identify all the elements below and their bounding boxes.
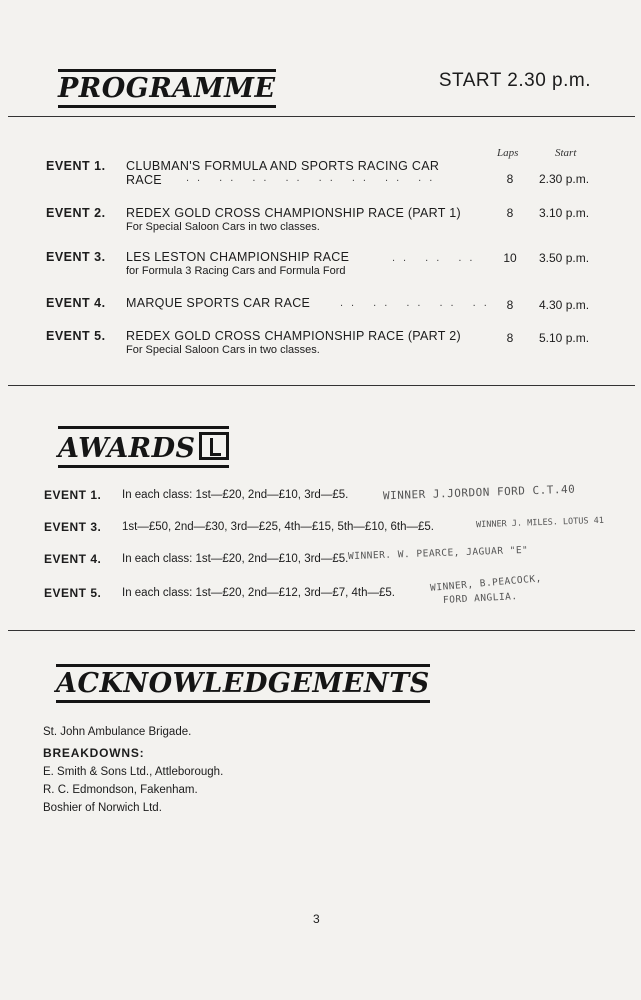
event-5-label: EVENT 5. — [46, 329, 106, 343]
event-3-label: EVENT 3. — [46, 250, 106, 264]
leader-dots: .. .. .. .. .. — [340, 297, 495, 309]
awards-heading: AWARDS — [58, 432, 229, 462]
event-2-title: REDEX GOLD CROSS CHAMPIONSHIP RACE (PART 1) For Special Saloon Cars in two classes. — [126, 206, 461, 233]
leader-dots: .. .. .. — [392, 252, 481, 264]
award-event-1-text: In each class: 1st—£20, 2nd—£10, 3rd—£5. — [122, 489, 349, 501]
event-1-start: 2.30 p.m. — [539, 172, 590, 186]
page-number: 3 — [313, 912, 320, 926]
event-1-laps: 8 — [506, 172, 514, 186]
award-event-3-label: EVENT 3. — [44, 520, 102, 534]
breakdown-item: E. Smith & Sons Ltd., Attleborough. — [43, 766, 224, 778]
breakdowns-label: BREAKDOWNS: — [43, 746, 145, 760]
event-5-title: REDEX GOLD CROSS CHAMPIONSHIP RACE (PART 2) For Special Saloon Cars in two classes. — [126, 329, 461, 356]
event-2-label: EVENT 2. — [46, 206, 106, 220]
divider-rule — [8, 630, 635, 631]
leader-dots: .. .. .. .. .. .. .. .. — [186, 172, 441, 184]
award-event-5-handwritten: WINNER, B.PEACOCK, — [429, 573, 543, 594]
event-2-start: 3.10 p.m. — [539, 206, 590, 220]
award-event-5-label: EVENT 5. — [44, 586, 102, 600]
event-4-start: 4.30 p.m. — [539, 298, 590, 312]
programme-heading: PROGRAMME — [58, 75, 276, 102]
laps-column-header: Laps — [497, 147, 519, 159]
award-event-1-label: EVENT 1. — [44, 488, 102, 502]
event-5-laps: 8 — [506, 331, 514, 345]
event-1-label: EVENT 1. — [46, 159, 106, 173]
award-event-5-text: In each class: 1st—£20, 2nd—£12, 3rd—£7, 4th—£5. — [122, 587, 395, 599]
event-5-start: 5.10 p.m. — [539, 331, 590, 345]
exclamation-box-icon — [199, 432, 229, 460]
event-4-label: EVENT 4. — [46, 296, 106, 310]
event-3-start: 3.50 p.m. — [539, 251, 590, 265]
event-3-laps: 10 — [503, 251, 517, 265]
acknowledgement-intro: St. John Ambulance Brigade. — [43, 726, 192, 738]
acknowledgements-heading: ACKNOWLEDGEMENTS — [56, 670, 430, 697]
award-event-1-handwritten: WINNER J.JORDON FORD C.T.40 — [382, 482, 576, 503]
award-event-3-text: 1st—£50, 2nd—£30, 3rd—£25, 4th—£15, 5th—£10, 6th—£5. — [122, 521, 434, 533]
event-1-title: CLUBMAN'S FORMULA AND SPORTS RACING CAR RACE — [126, 159, 440, 187]
breakdown-item: R. C. Edmondson, Fakenham. — [43, 784, 198, 796]
event-4-title: MARQUE SPORTS CAR RACE — [126, 296, 311, 310]
divider-rule — [8, 116, 635, 117]
event-3-title: LES LESTON CHAMPIONSHIP RACE for Formula 3 Racing Cars and Formula Ford — [126, 250, 350, 277]
award-event-5-handwritten-line-2: FORD ANGLIA. — [442, 591, 518, 606]
programme-start-time: START 2.30 p.m. — [438, 70, 591, 91]
award-event-4-text: In each class: 1st—£20, 2nd—£10, 3rd—£5. — [122, 553, 349, 565]
award-event-4-label: EVENT 4. — [44, 552, 102, 566]
breakdown-item: Boshier of Norwich Ltd. — [43, 802, 162, 814]
event-4-laps: 8 — [506, 298, 514, 312]
event-2-laps: 8 — [506, 206, 514, 220]
start-column-header: Start — [555, 147, 577, 159]
divider-rule — [8, 385, 635, 386]
award-event-3-handwritten: WINNER J. MILES. LOTUS 41 — [475, 515, 605, 531]
award-event-4-handwritten: WINNER. W. PEARCE, JAGUAR "E" — [347, 544, 529, 563]
